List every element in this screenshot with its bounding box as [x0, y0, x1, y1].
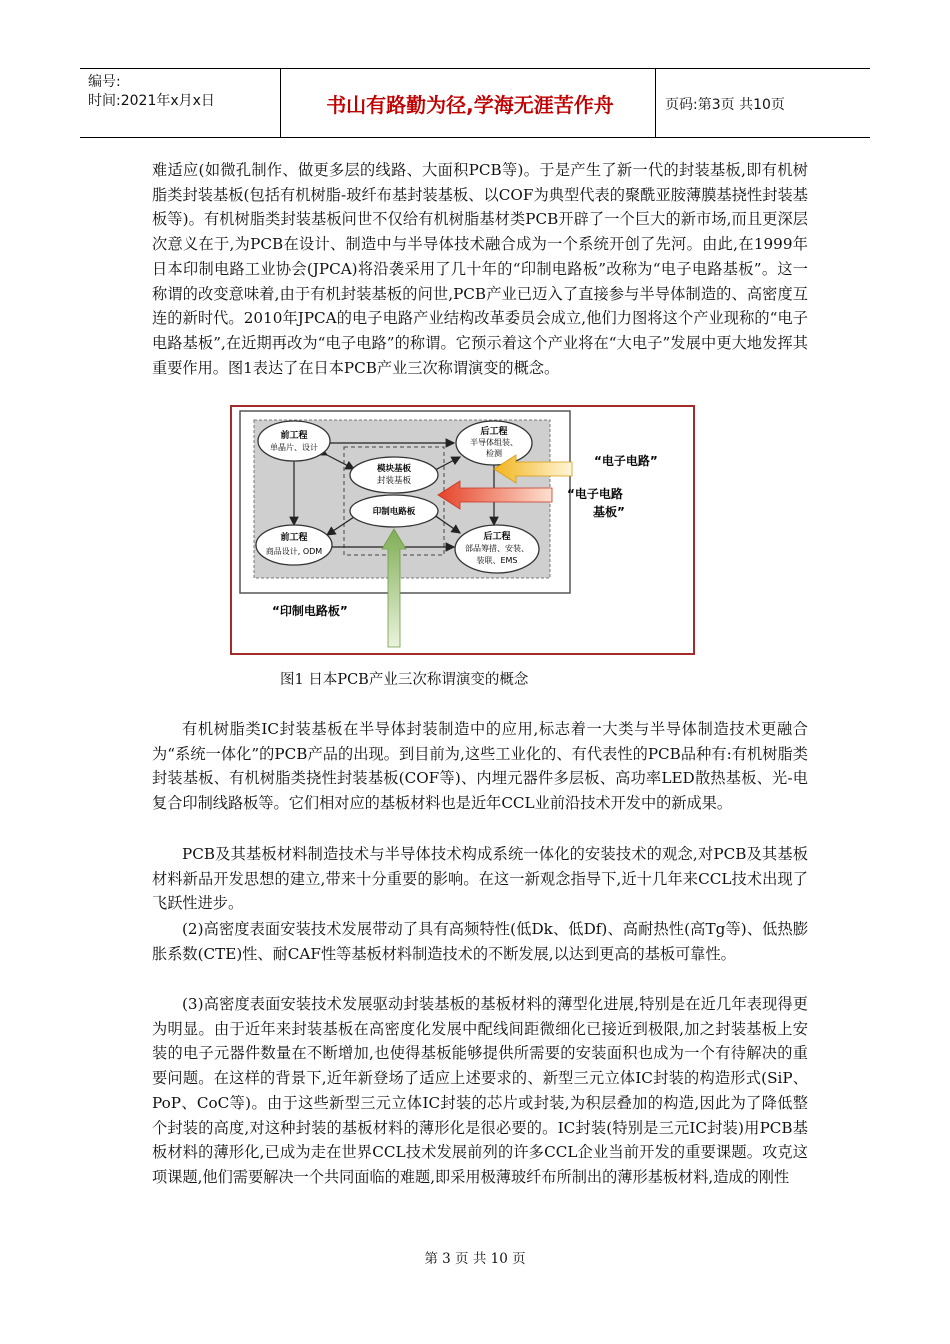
node-back-top-line2: 半导体组装、 [470, 438, 518, 447]
node-module [350, 457, 438, 493]
page-header [80, 68, 870, 138]
node-front-top [258, 421, 330, 461]
figure-caption: 图1 日本PCB产业三次称谓演变的概念 [280, 672, 529, 688]
node-module-line2: 封装基板 [376, 476, 412, 486]
node-back-top-line1: 后工程 [480, 427, 508, 437]
paragraph-1: 难适应(如微孔制作、做更多层的线路、大面积PCB等)。于是产生了新一代的封装基板,即有机树脂类封装基板(包括有机树脂-玻纤布基封装基板、以COF为典型代表的聚酰亚胺薄膜基挠性封装基板等)。有机树脂类封装基板问世不仅给有机树脂基材类PCB开辟了一个巨大的新市场,而且更深层次意义在于,为PCB在设计、制造中与半导体技术融合成为一个系统开创了先河。由此,在1999年日本印制电路工业协会(JPCA)将沿袭采用了几十年的“印制电路板”改称为“电子电路基板”。这一称谓的改变意味着,由于有机封装基板的问世,PCB产业已迈入了直接参与半导体制造的、高密度互连的新时代。2010年JPCA的电子电路产业结构改革委员会成立,他们力图将这个产业现称的“电子电路基板”,在近期再改为“电子电路”的称谓。它预示着这个产业将在“大电子”发展中更大地发挥其重要作用。图1表达了在日本PCB产业三次称谓演变的概念。 [152, 161, 808, 377]
header-page-info: 页码:第3页 共10页 [665, 97, 785, 113]
paragraph-2: 有机树脂类IC封装基板在半导体封装制造中的应用,标志着一大类与半导体制造技术更融合为“系统一体化”的PCB产品的出现。到目前为,这些工业化的、有代表性的PCB品种有:有机树脂类封装基板、有机树脂类挠性封装基板(COF等)、内埋元器件多层板、高功率LED散热基板、光-电复合印制线路板等。它们相对应的基板材料也是近年CCL业前沿技术开发中的新成果。 [152, 720, 808, 813]
node-back-bottom-line2: 部品筹措、安装、 [465, 544, 529, 553]
node-front-top-line1: 前工程 [280, 431, 308, 441]
label-electronic-circuit-board-1: “电子电路 [567, 487, 623, 501]
header-motto: 书山有路勤为径,学海无涯苦作舟 [326, 92, 614, 117]
paragraph-5: (3)高密度表面安装技术发展驱动封装基板的基板材料的薄型化进展,特别是在近几年表现得更为明显。由于近年来封装基板在高密度化发展中配线间距微细化已接近到极限,加之封装基板上安装的电子元器件数量在不断增加,也使得基板能够提供所需要的安装面积也成为一个有待解决的重要问题。在这样的背景下,近年新登场了适应上述要求的、新型三元立体IC封装的构造形式(SiP、PoP、CoC等)。由于这些新型三元立体IC封装的芯片或封装,为积层叠加的构造,因此为了降低整个封装的高度,对这种封装的基板材料的薄形化是很必要的。IC封装(特别是三元IC封装)用PCB基板材料的薄形化,已成为走在世界CCL技术发展前列的许多CCL企业当前开发的重要课题。攻克这项课题,他们需要解决一个共同面临的难题,即采用极薄玻纤布所制出的薄形基板材料,造成的刚性 [152, 995, 808, 1186]
header-time: 时间:2021年x月x日 [88, 93, 215, 109]
node-back-top-line3: 检测 [486, 449, 502, 458]
figure-1 [230, 405, 695, 655]
node-front-top-line2: 单晶片、设计 [270, 443, 318, 452]
node-front-bottom-line1: 前工程 [280, 533, 308, 543]
label-electronic-circuit-board-2: 基板” [593, 505, 625, 519]
node-front-bottom-line2: 商品设计, ODM [265, 547, 323, 556]
paragraph-4: (2)高密度表面安装技术发展带动了具有高频特性(低Dk、低Df)、高耐热性(高Tg等)、低热膨胀系数(CTE)性、耐CAF性等基板材料制造技术的不断发展,以达到更高的基板可靠性。 [152, 920, 808, 963]
header-divider [280, 69, 281, 137]
page-footer: 第 3 页 共 10 页 [424, 1251, 526, 1267]
header-meta [88, 73, 215, 111]
label-printed-circuit-board: “印制电路板” [272, 604, 348, 618]
label-electronic-circuit: “电子电路” [594, 454, 658, 468]
paragraph-3: PCB及其基板材料制造技术与半导体技术构成系统一体化的安装技术的观念,对PCB及其基板材料新品开发思想的建立,带来十分重要的影响。在这一新观念指导下,近十几年来CCL技术出现了飞跃性进步。 [152, 845, 808, 913]
node-pcb-label: 印制电路板 [372, 507, 416, 517]
node-back-bottom-line1: 后工程 [483, 532, 511, 542]
header-number: 编号: [88, 74, 121, 90]
node-back-bottom-line3: 装联、EMS [476, 556, 518, 565]
header-divider [655, 69, 656, 137]
figure-diagram [232, 407, 693, 653]
node-module-line1: 模块基板 [376, 464, 412, 474]
node-front-bottom [256, 525, 332, 565]
